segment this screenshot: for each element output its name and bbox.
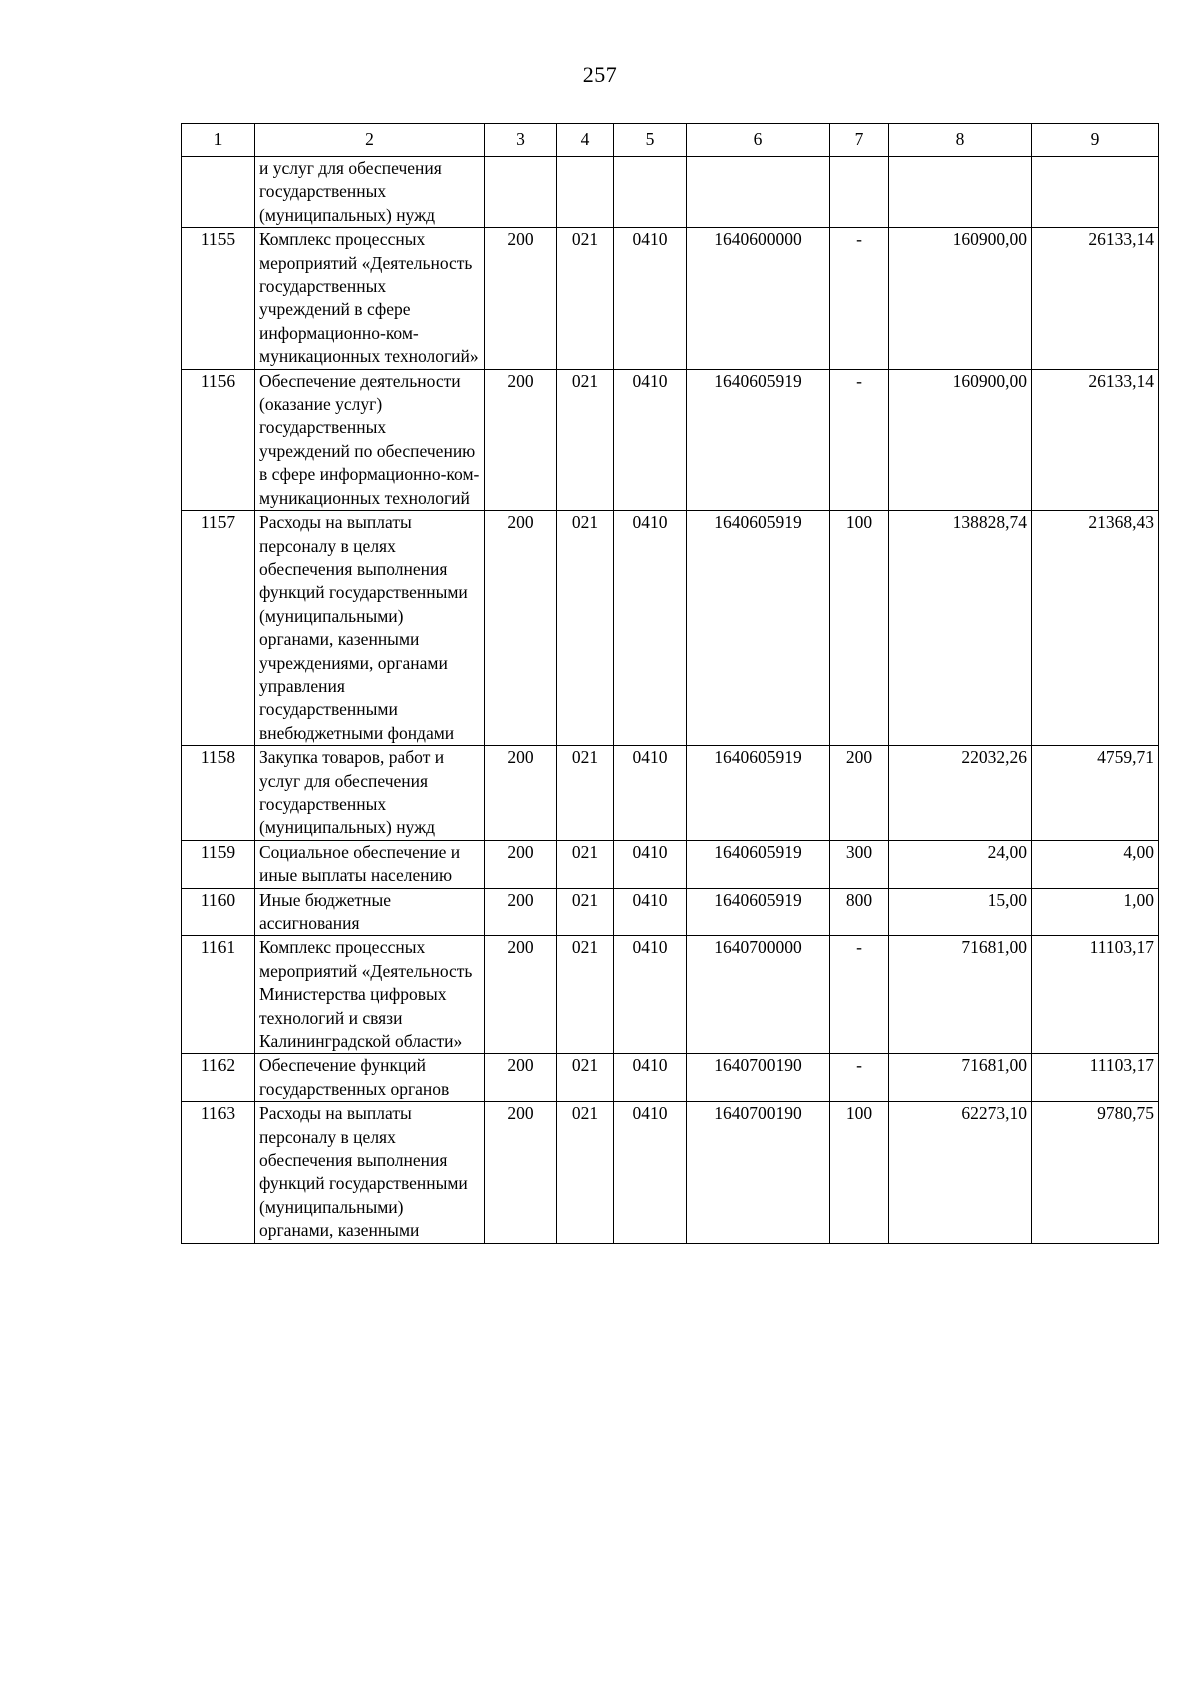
cell-col4: 021 — [557, 369, 614, 510]
cell-col5: 0410 — [614, 936, 687, 1054]
column-header: 1 — [182, 124, 255, 157]
column-header: 3 — [485, 124, 557, 157]
cell-col4: 021 — [557, 1054, 614, 1102]
row-number: 1155 — [182, 228, 255, 369]
row-number: 1157 — [182, 511, 255, 746]
cell-col9: 1,00 — [1032, 888, 1159, 936]
cell-col8 — [889, 157, 1032, 228]
column-header: 2 — [255, 124, 485, 157]
header-row — [182, 124, 1159, 157]
cell-col4: 021 — [557, 888, 614, 936]
cell-col4: 021 — [557, 936, 614, 1054]
cell-col8: 22032,26 — [889, 746, 1032, 841]
cell-col3: 200 — [485, 1102, 557, 1243]
cell-col6: 1640700000 — [687, 936, 830, 1054]
cell-col4: 021 — [557, 511, 614, 746]
row-number: 1163 — [182, 1102, 255, 1243]
table-row — [182, 228, 1159, 369]
budget-table — [181, 123, 1159, 1244]
cell-col4 — [557, 157, 614, 228]
cell-col5: 0410 — [614, 511, 687, 746]
row-description: Комплекс процессных мероприятий «Деятельность Министерства цифровых технологий и связи Калининградской области» — [255, 936, 485, 1054]
cell-col6: 1640605919 — [687, 840, 830, 888]
cell-col4: 021 — [557, 1102, 614, 1243]
table-row — [182, 511, 1159, 746]
cell-col9: 11103,17 — [1032, 1054, 1159, 1102]
cell-col9 — [1032, 157, 1159, 228]
column-header: 4 — [557, 124, 614, 157]
cell-col3: 200 — [485, 511, 557, 746]
row-description: Обеспечение деятельности (оказание услуг) государственных учреждений по обеспечению в сфере информационно-ком-муникационных технологий — [255, 369, 485, 510]
cell-col9: 26133,14 — [1032, 369, 1159, 510]
cell-col3: 200 — [485, 369, 557, 510]
row-description: и услуг для обеспечения государственных (муниципальных) нужд — [255, 157, 485, 228]
cell-col5: 0410 — [614, 746, 687, 841]
cell-col6 — [687, 157, 830, 228]
cell-col6: 1640605919 — [687, 746, 830, 841]
cell-col7: 300 — [830, 840, 889, 888]
table-row — [182, 1102, 1159, 1243]
cell-col5: 0410 — [614, 1054, 687, 1102]
cell-col4: 021 — [557, 228, 614, 369]
cell-col7 — [830, 157, 889, 228]
cell-col9: 9780,75 — [1032, 1102, 1159, 1243]
cell-col8: 24,00 — [889, 840, 1032, 888]
cell-col3: 200 — [485, 1054, 557, 1102]
row-number: 1162 — [182, 1054, 255, 1102]
table-row — [182, 840, 1159, 888]
cell-col9: 21368,43 — [1032, 511, 1159, 746]
cell-col6: 1640700190 — [687, 1102, 830, 1243]
cell-col9: 4759,71 — [1032, 746, 1159, 841]
cell-col5: 0410 — [614, 228, 687, 369]
row-number: 1158 — [182, 746, 255, 841]
cell-col9: 11103,17 — [1032, 936, 1159, 1054]
cell-col4: 021 — [557, 840, 614, 888]
cell-col5: 0410 — [614, 369, 687, 510]
row-description: Иные бюджетные ассигнования — [255, 888, 485, 936]
cell-col7: 100 — [830, 1102, 889, 1243]
cell-col3: 200 — [485, 888, 557, 936]
cell-col7: 200 — [830, 746, 889, 841]
cell-col8: 62273,10 — [889, 1102, 1032, 1243]
cell-col7: - — [830, 1054, 889, 1102]
cell-col7: 800 — [830, 888, 889, 936]
cell-col3 — [485, 157, 557, 228]
cell-col6: 1640700190 — [687, 1054, 830, 1102]
cell-col6: 1640605919 — [687, 369, 830, 510]
cell-col4: 021 — [557, 746, 614, 841]
cell-col7: - — [830, 228, 889, 369]
cell-col6: 1640605919 — [687, 511, 830, 746]
table-row — [182, 157, 1159, 228]
cell-col8: 15,00 — [889, 888, 1032, 936]
row-description: Закупка товаров, работ и услуг для обеспечения государственных (муниципальных) нужд — [255, 746, 485, 841]
cell-col9: 26133,14 — [1032, 228, 1159, 369]
cell-col7: 100 — [830, 511, 889, 746]
cell-col6: 1640605919 — [687, 888, 830, 936]
column-header: 6 — [687, 124, 830, 157]
row-number: 1161 — [182, 936, 255, 1054]
cell-col6: 1640600000 — [687, 228, 830, 369]
row-number: 1160 — [182, 888, 255, 936]
row-number: 1156 — [182, 369, 255, 510]
row-description: Расходы на выплаты персоналу в целях обеспечения выполнения функций государственными (муниципальными) органами, казенными — [255, 1102, 485, 1243]
column-header: 8 — [889, 124, 1032, 157]
cell-col5: 0410 — [614, 888, 687, 936]
row-number: 1159 — [182, 840, 255, 888]
table-row — [182, 936, 1159, 1054]
column-header: 9 — [1032, 124, 1159, 157]
column-header: 5 — [614, 124, 687, 157]
cell-col5: 0410 — [614, 840, 687, 888]
cell-col3: 200 — [485, 936, 557, 1054]
cell-col7: - — [830, 369, 889, 510]
cell-col5 — [614, 157, 687, 228]
cell-col3: 200 — [485, 228, 557, 369]
cell-col3: 200 — [485, 746, 557, 841]
cell-col8: 160900,00 — [889, 369, 1032, 510]
cell-col8: 160900,00 — [889, 228, 1032, 369]
cell-col8: 138828,74 — [889, 511, 1032, 746]
cell-col3: 200 — [485, 840, 557, 888]
cell-col5: 0410 — [614, 1102, 687, 1243]
table-row — [182, 369, 1159, 510]
row-description: Комплекс процессных мероприятий «Деятельность государственных учреждений в сфере информационно-ком-муникационных технологий» — [255, 228, 485, 369]
table-row — [182, 888, 1159, 936]
cell-col7: - — [830, 936, 889, 1054]
page-number: 257 — [582, 62, 618, 87]
cell-col8: 71681,00 — [889, 1054, 1032, 1102]
column-header: 7 — [830, 124, 889, 157]
table-row — [182, 1054, 1159, 1102]
row-description: Обеспечение функций государственных органов — [255, 1054, 485, 1102]
row-description: Социальное обеспечение и иные выплаты населению — [255, 840, 485, 888]
row-description: Расходы на выплаты персоналу в целях обеспечения выполнения функций государственными (муниципальными) органами, казенными учреждениями, органами управления государственными внебюджетными фондами — [255, 511, 485, 746]
table-row — [182, 746, 1159, 841]
cell-col8: 71681,00 — [889, 936, 1032, 1054]
row-number — [182, 157, 255, 228]
cell-col9: 4,00 — [1032, 840, 1159, 888]
